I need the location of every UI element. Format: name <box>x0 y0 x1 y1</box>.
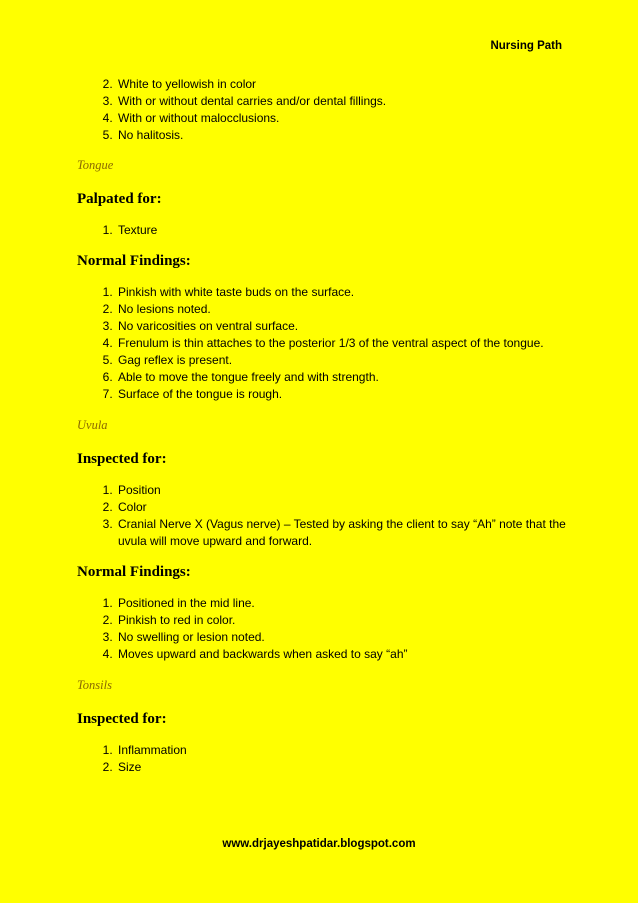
page-header-title: Nursing Path <box>490 40 562 52</box>
document-body <box>77 76 567 776</box>
tongue-normal-heading: Normal Findings: <box>77 253 191 269</box>
list-item: 1. Inflammation <box>116 742 567 759</box>
list-item: 1. Texture <box>116 222 567 239</box>
list-item: 1. Positioned in the mid line. <box>116 595 567 612</box>
uvula-normal-list <box>77 595 567 663</box>
section-title-tonsils: Tonsils <box>77 678 112 692</box>
list-item: 2. Color <box>116 499 567 516</box>
list-item: 2. No lesions noted. <box>116 301 567 318</box>
list-item: 3. With or without dental carries and/or dental fillings. <box>116 93 567 110</box>
tongue-palpated-list <box>77 222 567 239</box>
list-item: 1. Position <box>116 482 567 499</box>
uvula-normal-heading: Normal Findings: <box>77 564 191 580</box>
tonsils-inspected-list <box>77 742 567 776</box>
section-title-tongue: Tongue <box>77 158 114 172</box>
list-item: 4. Frenulum is thin attaches to the posterior 1/3 of the ventral aspect of the tongue. <box>116 335 567 352</box>
tonsils-inspected-heading: Inspected for: <box>77 711 167 727</box>
list-item: 4. Moves upward and backwards when asked to say “ah” <box>116 646 567 663</box>
list-item: 3. No swelling or lesion noted. <box>116 629 567 646</box>
uvula-inspected-heading: Inspected for: <box>77 451 167 467</box>
list-item: 5. No halitosis. <box>116 127 567 144</box>
list-item: 5. Gag reflex is present. <box>116 352 567 369</box>
list-item: 3. Cranial Nerve X (Vagus nerve) – Tested by asking the client to say “Ah” note that the uvula will move upward and forward. <box>116 516 567 550</box>
list-item: 2. Pinkish to red in color. <box>116 612 567 629</box>
section-title-uvula: Uvula <box>77 418 108 432</box>
tongue-palpated-heading: Palpated for: <box>77 191 162 207</box>
list-item: 3. No varicosities on ventral surface. <box>116 318 567 335</box>
uvula-inspected-list <box>77 482 567 550</box>
list-item: 2. White to yellowish in color <box>116 76 567 93</box>
list-item: 2. Size <box>116 759 567 776</box>
list-item: 7. Surface of the tongue is rough. <box>116 386 567 403</box>
list-item: 6. Able to move the tongue freely and with strength. <box>116 369 567 386</box>
tongue-normal-list <box>77 284 567 403</box>
teeth-findings-list <box>77 76 567 144</box>
list-item: 1. Pinkish with white taste buds on the surface. <box>116 284 567 301</box>
page-footer-url: www.drjayeshpatidar.blogspot.com <box>222 838 416 850</box>
list-item: 4. With or without malocclusions. <box>116 110 567 127</box>
